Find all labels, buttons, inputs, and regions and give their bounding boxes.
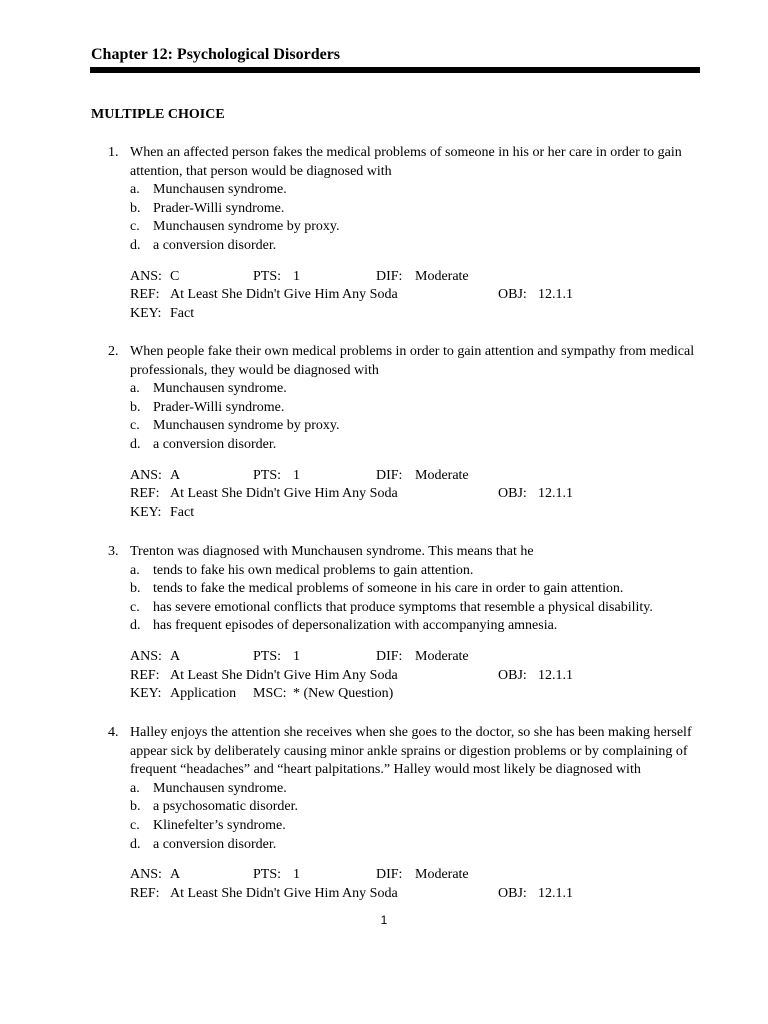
- question-stem-line: professionals, they would be diagnosed with: [130, 362, 379, 378]
- option-text: has frequent episodes of depersonalization with accompanying amnesia.: [153, 618, 558, 634]
- option-text: a psychosomatic disorder.: [153, 799, 299, 815]
- question-number: 2.: [108, 344, 119, 359]
- key-value: Fact: [170, 504, 195, 520]
- option-letter: c.: [130, 599, 140, 615]
- ans-label: ANS:: [130, 268, 162, 284]
- question-stem-line: Trenton was diagnosed with Munchausen syndrome. This means that he: [130, 544, 534, 559]
- option-text: Prader-Willi syndrome.: [153, 399, 285, 415]
- obj-value: 12.1.1: [538, 667, 573, 683]
- ref-value: At Least She Didn't Give Him Any Soda: [170, 667, 398, 683]
- option-text: has severe emotional conflicts that produce symptoms that resemble a physical disability.: [153, 599, 653, 615]
- page-number: 1: [380, 913, 388, 927]
- question-stem-line: When people fake their own medical problems in order to gain attention and sympathy from medical: [130, 344, 695, 359]
- option-letter: a.: [130, 182, 140, 198]
- obj-label: OBJ:: [498, 486, 527, 502]
- question-stem-line: frequent “headaches” and “heart palpitations.” Halley would most likely be diagnosed with: [130, 762, 641, 778]
- option-letter: d.: [130, 836, 141, 852]
- ref-value: At Least She Didn't Give Him Any Soda: [170, 486, 398, 502]
- pts-label: PTS:: [253, 867, 282, 883]
- option-text: Munchausen syndrome.: [153, 381, 287, 397]
- obj-value: 12.1.1: [538, 486, 573, 502]
- key-label: KEY:: [130, 686, 162, 702]
- pts-label: PTS:: [253, 467, 282, 483]
- ref-label: REF:: [130, 486, 160, 502]
- dif-label: DIF:: [376, 649, 403, 664]
- ref-value: At Least She Didn't Give Him Any Soda: [170, 885, 398, 901]
- question-number: 4.: [108, 725, 119, 740]
- ans-label: ANS:: [130, 867, 162, 883]
- question-number: 1.: [108, 145, 119, 160]
- pts-value: 1: [293, 867, 300, 883]
- dif-label: DIF:: [376, 268, 403, 284]
- option-text: Klinefelter’s syndrome.: [153, 818, 286, 833]
- pts-value: 1: [293, 268, 300, 284]
- question-stem-line: appear sick by deliberately causing minor ankle sprains or digestion problems or by complaining of: [130, 743, 688, 759]
- key-value: Application: [170, 686, 237, 702]
- option-text: a conversion disorder.: [153, 437, 277, 452]
- option-text: Prader-Willi syndrome.: [153, 200, 285, 216]
- question-stem-line: When an affected person fakes the medical problems of someone in his or her care in order to gain: [130, 145, 682, 160]
- chapter-title: Chapter 12: Psychological Disorders: [91, 46, 341, 63]
- key-label: KEY:: [130, 305, 162, 321]
- option-letter: a.: [130, 381, 140, 397]
- ref-value: At Least She Didn't Give Him Any Soda: [170, 287, 398, 303]
- option-text: tends to fake his own medical problems to gain attention.: [153, 562, 474, 578]
- option-letter: b.: [130, 399, 141, 415]
- ans-label: ANS:: [130, 649, 162, 664]
- title-rule: [90, 67, 700, 73]
- obj-label: OBJ:: [498, 885, 527, 901]
- key-label: KEY:: [130, 504, 162, 520]
- ans-value: C: [170, 268, 180, 284]
- option-letter: d.: [130, 238, 141, 253]
- option-text: Munchausen syndrome by proxy.: [153, 219, 340, 235]
- dif-value: Moderate: [415, 649, 469, 664]
- section-heading: MULTIPLE CHOICE: [91, 107, 225, 122]
- ans-value: A: [170, 467, 181, 483]
- ans-value: A: [170, 867, 181, 883]
- pts-label: PTS:: [253, 268, 282, 284]
- pts-label: PTS:: [253, 649, 282, 664]
- option-letter: b.: [130, 200, 141, 216]
- dif-label: DIF:: [376, 467, 403, 483]
- option-letter: a.: [130, 562, 140, 578]
- dif-value: Moderate: [415, 867, 469, 883]
- key-value: Fact: [170, 305, 195, 321]
- question-number: 3.: [108, 544, 119, 559]
- option-text: a conversion disorder.: [153, 238, 277, 253]
- ans-label: ANS:: [130, 467, 162, 483]
- msc-value: * (New Question): [293, 686, 394, 702]
- dif-value: Moderate: [415, 467, 469, 483]
- pts-value: 1: [293, 649, 300, 664]
- option-text: Munchausen syndrome by proxy.: [153, 418, 340, 434]
- dif-value: Moderate: [415, 268, 469, 284]
- option-letter: c.: [130, 219, 140, 235]
- option-letter: d.: [130, 437, 141, 452]
- dif-label: DIF:: [376, 867, 403, 883]
- option-letter: b.: [130, 581, 141, 597]
- ref-label: REF:: [130, 287, 160, 303]
- msc-label: MSC:: [253, 686, 287, 702]
- obj-value: 12.1.1: [538, 885, 573, 901]
- option-letter: b.: [130, 799, 141, 815]
- pts-value: 1: [293, 467, 300, 483]
- option-text: Munchausen syndrome.: [153, 780, 287, 796]
- obj-label: OBJ:: [498, 667, 527, 683]
- option-letter: c.: [130, 418, 140, 434]
- question-stem-line: attention, that person would be diagnosed with: [130, 163, 392, 179]
- ref-label: REF:: [130, 667, 160, 683]
- option-letter: c.: [130, 818, 140, 833]
- option-text: Munchausen syndrome.: [153, 182, 287, 198]
- obj-label: OBJ:: [498, 287, 527, 303]
- option-text: tends to fake the medical problems of someone in his care in order to gain attention.: [153, 581, 624, 597]
- obj-value: 12.1.1: [538, 287, 573, 303]
- option-text: a conversion disorder.: [153, 836, 277, 852]
- option-letter: d.: [130, 618, 141, 634]
- option-letter: a.: [130, 780, 140, 796]
- question-stem-line: Halley enjoys the attention she receives when she goes to the doctor, so she has been making herself: [130, 725, 692, 740]
- ref-label: REF:: [130, 885, 160, 901]
- ans-value: A: [170, 649, 181, 664]
